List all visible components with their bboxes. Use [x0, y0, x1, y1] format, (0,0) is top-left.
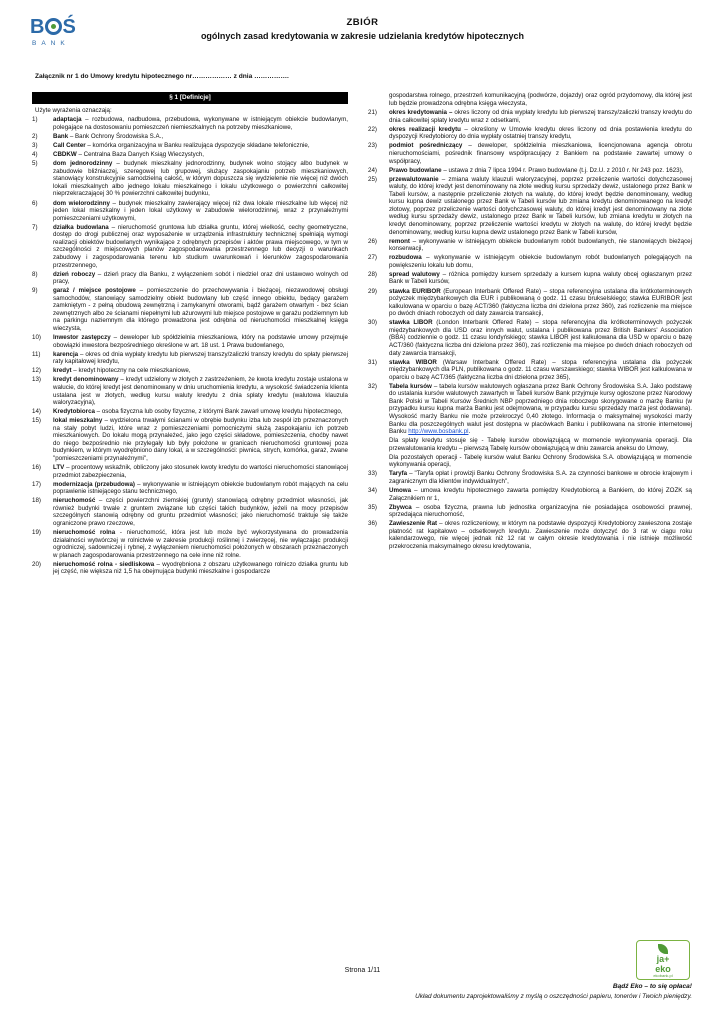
definition-term: nieruchomość [53, 497, 96, 505]
definition-text: – deweloper lub spółdzielnia mieszkaniowa, który na podstawie umowy przejmuje obowiązki inwestora bezpośredniego określone w art. 18 ust. 1 Prawa budowlanego, [53, 334, 348, 349]
definition-item [32, 408, 348, 416]
definition-item [32, 481, 348, 496]
definition-number: 15) [32, 417, 41, 425]
exchange-table-paragraphs [368, 437, 692, 469]
definition-number: 26) [368, 237, 377, 245]
definition-text: – "Taryfa opłat i prowizji Banku Ochrony Środowiska S.A. za czynności bankowe w obrocie krajowym i zagranicznym dla klientów indywidualnych", [389, 470, 692, 485]
definition-text: – pomieszczenie do przechowywania i bieżącej, niezawodowej obsługi samochodów, stanowiący samodzielny obiekt budowlany lub część innego obiektu, będący garażem zamkniętym - z pełną obudową zewnętrzną i zamykanymi otworami, bądź garażem otwartym - bez ścian zewnętrznych albo ze ścianami niepełnymi lub ażurowymi lub miejsce postojowe w garażu podziemnym lub na parkingu naziemnym dla którego prowadzona jest odrębna od nieruchomości mieszkalnej księga wieczysta, [53, 287, 349, 332]
definition-term: dom jednorodzinny [53, 160, 113, 168]
section-heading: § 1 [Definicje] [32, 92, 348, 104]
definition-number: 8) [32, 270, 38, 278]
definition-text: – dzień pracy dla Banku, z wyłączeniem sobót i niedziel oraz dni ustawowo wolnych od pracy, [53, 270, 348, 286]
definition-text: – deweloper, spółdzielnia mieszkaniowa, licencjonowana agencja obrotu nieruchomościami, pośrednik finansowy współpracujący z Bankiem na podstawie zawartej umowy o współpracy, [389, 142, 693, 165]
definition-term: działka budowlana [53, 223, 109, 231]
definition-item [32, 133, 348, 141]
definition-number: 1) [32, 116, 38, 124]
definition-text: (London Interbank Offered Rate) – stopa referencyjna dla krótkoterminowych pożyczek międzybankowych dla USD oraz innych walut, ustalana i publikowana przez British Bankers' Association (BBA) codziennie o godz. 11 czasu londyńskiego; stawka LIBOR jest kalkulowana dla USD w oparciu o bazę ACT/360 (faktyczna liczba dni dzielona przez 360), zaś rozliczenie ma miejsce po dwóch dniach roboczych od daty zawarcia transakcji, [389, 319, 693, 357]
definition-number: 31) [368, 358, 377, 366]
bank-website-link[interactable]: http://www.bosbank.pl [408, 428, 469, 436]
definition-term: Prawo budowlane [389, 166, 442, 174]
eco-badge-top: ja+ [656, 954, 670, 964]
definition-text: (European Interbank Offered Rate) – stopa referencyjna ustalana dla krótkoterminowych pożyczek międzybankowych dla EUR i publikowaną o godz. 11 czasu brukselskiego; stawka EURIBOR jest kalkulowana w oparciu o bazę ACT/360 (faktyczna liczba dni dzielona przez 360), zaś rozliczenie ma miejsce po dwóch dniach roboczych od daty zawarcia transakcji, [389, 287, 692, 318]
definition-item [368, 238, 692, 253]
definition-item [32, 224, 348, 269]
definition-text: – wykonywanie w istniejącym obiekcie budowlanym robót budowlanych, nie stanowiących bieżącej konserwacji, [389, 237, 692, 253]
definition-term: Umowa [389, 487, 412, 495]
definition-text: – określony w Umowie kredytu okres liczony od dnia postawienia kredytu do dyspozycji Kredytobiorcy do dnia wypłaty ostatniej transzy kredytu, [389, 125, 692, 141]
definition-text: – zmiana waluty klauzuli waloryzacyjnej, poprzez przeliczenie wartości dotychczasowej waluty, do której kredyt jest denominowany na złote według kursu sprzedaży dewiz, ustalonego przez Bank w Tabeli kursów, a następnie przeliczenie złotych na walutę, do której kredyt będzie denominowany, według kursu kupna dewiz ustalonego przez Bank w Tabeli kursów lub zmiana kredytu denominowanego na kredyt złotowy, poprzez przeliczenie wartości dotychczasowej waluty, do której kredyt jest denominowany na złote według kursu sprzedaży dewiz, ustalonego przez Bank w Tabeli kursów, lub zmiana kredytu w złotych na kredyt denominowany, poprzez przeliczenie wartości kredytu w złotych na walutę, do której kredyt będzie denominowany, według kursu kupna dewiz ustalonego przez Bank w Tabeli kursów, [389, 175, 692, 236]
definition-number: 35) [368, 503, 377, 511]
definition-paragraph: Dla pozostałych operacji - Tabelę kursów walut Banku Ochrony Środowiska S.A. obowiązującą w momencie wykonywania operacji, [389, 453, 692, 469]
definitions-list-right [368, 109, 692, 436]
definition-term: garaż / miejsce postojowe [53, 287, 136, 295]
definition-term: Zbywca [389, 503, 412, 511]
definitions-list-left [32, 116, 348, 576]
definition-number: 19) [32, 529, 41, 537]
definition-item [32, 417, 348, 462]
definition-number: 25) [368, 175, 377, 183]
definition-number: 10) [32, 334, 41, 342]
right-column [368, 92, 692, 552]
definition-item [368, 319, 692, 357]
definition-number: 23) [368, 142, 377, 150]
definition-term: adaptacja [53, 116, 82, 124]
definition-term: stawka LIBOR [389, 319, 433, 327]
definition-item [32, 367, 348, 375]
logo-wordmark: B Ś [30, 16, 77, 38]
definition-text: – wykonywanie w istniejącym obiekcie budowlanym robót budowlanych polegających na powiększeniu lokalu lub domu, [389, 254, 692, 269]
definition-term: stawka WIBOR [389, 358, 437, 366]
definition-term: stawka EURIBOR [389, 287, 441, 295]
definition-item [368, 109, 692, 124]
definition-number: 34) [368, 487, 377, 495]
definition-term: Tabela kursów [389, 382, 432, 390]
annex-line: Załącznik nr 1 do Umowy kredytu hipotecznego nr……………… z dnia ……………. [35, 73, 289, 80]
definition-term: okres realizacji kredytu [389, 125, 461, 133]
logo-subtitle: BANK [32, 40, 70, 48]
definition-number: 2) [32, 133, 38, 140]
definition-text: – okres rozliczeniowy, w którym na podstawie dyspozycji Kredytobiorcy zawieszona zostaje płatność rat kapitałowo – odsetkowych kredytu. Zawieszenie może dotyczyć do 3 rat w ciągu roku kalendarzowego, nie więcej jednak niż 12 rat w całym okresie kredytowania i nie istnieje możliwość przekroczenia maksymalnego okresu kredytowania, [389, 520, 692, 550]
definition-number: 14) [32, 408, 41, 416]
definition-item [32, 464, 348, 479]
left-column [32, 92, 348, 577]
definition-number: 20) [32, 560, 41, 568]
document-header [0, 17, 725, 42]
definition-number: 9) [32, 287, 38, 295]
definition-term: nieruchomość rolna [53, 529, 116, 537]
definition-text: – wykonywanie w istniejącym obiekcie budowlanym robót mających na celu poprawienie istniejącego stanu technicznego, [53, 480, 348, 496]
section-intro: Użyte wyrażenia oznaczają: [35, 106, 112, 114]
definition-number: 12) [32, 367, 41, 375]
definition-text: – Centralna Baza Danych Ksiąg Wieczystych, [76, 151, 204, 159]
definition-text: – budynek mieszkalny zawierający więcej niż dwa lokale mieszkalne lub więcej niż jeden lokal mieszkalny i jeden lokal użytkowy w zabudowie wielorodzinnej, wraz z przynależnymi pomieszczeniami użytkowymi, [53, 199, 348, 222]
definition-item [32, 151, 348, 159]
eco-badge [636, 940, 690, 980]
definition-text: – ustawa z dnia 7 lipca 1994 r. Prawo budowlane (t.j. Dz.U. z 2010 r. Nr 243 poz. 1623), [441, 166, 684, 174]
page-number: Strona 1/11 [344, 967, 381, 974]
definition-item [32, 116, 348, 131]
definition-number: 11) [32, 350, 41, 358]
definition-number: 33) [368, 470, 377, 478]
definition-item [368, 520, 692, 550]
definition-term: Bank [53, 133, 69, 140]
definition-item [368, 271, 692, 286]
definition-item [32, 200, 348, 223]
definition-text: – osoba fizyczna lub osoby fizyczne, z którymi Bank zawarł umowę kredytu hipotecznego, [94, 408, 343, 416]
definition-text: – kredyt hipoteczny na cele mieszkaniowe, [71, 367, 191, 375]
definition-item [32, 497, 348, 527]
definition-text: – Bank Ochrony Środowiska S.A., [68, 133, 164, 140]
definition-term: Zawieszenie Rat [389, 520, 438, 528]
definition-term: Kredytobiorca [53, 408, 95, 416]
definition-text: – kredyt udzielony w złotych z zastrzeżeniem, że kwota kredytu zostaje ustalona w walucie, do której kredyt jest denominowany w dniu uruchomienia kredytu, a wysokość świadczenia klienta ustalana jest w złotych, według kursu waluty kredytu z dnia spłaty kredytu (walutowa klauzula waloryzacyjna), [53, 376, 348, 407]
definition-number: 16) [32, 464, 41, 472]
definition-item [368, 470, 692, 485]
document-title: ZBIÓR [346, 17, 379, 28]
definition-term: CBDKW [53, 151, 77, 159]
definition-text: – nieruchomość gruntowa lub działka gruntu, której wielkość, cechy geometryczne, dostęp do drogi publicznej oraz wyposażenie w urządzenia infrastruktury technicznej spełniają wymogi realizacji obiektów budowlanych wynikające z odrębnych przepisów i aktów prawa miejscowego, w tym w szczególności z miejscowych planów zagospodarowania przestrzennego lub decyzji o warunkach zabudowy i zagospodarowania terenu lub studium uwarunkowań i kierunków zagospodarowania przestrzennego, [53, 223, 348, 269]
definition-term: nieruchomość rolna - siedliskowa [53, 560, 155, 568]
eco-badge-bottom: eko [655, 964, 671, 974]
definition-term: kredyt denominowany [53, 376, 119, 384]
definition-number: 28) [368, 270, 377, 278]
definition-number: 13) [32, 376, 41, 384]
definition-term: LTV [53, 464, 65, 472]
definition-text: – osoba fizyczna, prawna lub jednostka organizacyjna nie posiadająca osobowości prawnej, sprzedająca nieruchomość, [389, 503, 692, 519]
definition-text: – różnica pomiędzy kursem sprzedaży a kursem kupna waluty obcej ogłaszanym przez Bank w Tabeli kursów, [389, 270, 693, 286]
definition-number: 3) [32, 142, 38, 150]
definition-term: rozbudowa [389, 254, 422, 262]
definition-term: Call Center [53, 142, 86, 150]
definition-item [368, 359, 692, 382]
definition-item [368, 176, 692, 237]
definition-item [32, 142, 348, 150]
definition-number: 36) [368, 520, 377, 528]
definition-term: dom wielorodzinny [53, 199, 110, 207]
definition-text: (Warsaw Interbank Offered Rate) – stopa referencyjna ustalana dla pożyczek międzybankowych dla PLN, publikowana o godz. 11 czasu warszawskiego; stawka WIBOR jest kalkulowana w oparciu o bazę ACT/365 (faktyczna liczba dni dzielona przez 365), [389, 358, 692, 381]
definition-continuation: gospodarstwa rolnego, przestrzeń komunikacyjną (podwórze, dojazdy) oraz ogród przydomowy, dla której jest lub będzie prowadzona odrębna księga wieczysta, [389, 92, 692, 107]
definition-number: 21) [368, 109, 377, 117]
definition-item [32, 334, 348, 349]
definition-number: 24) [368, 166, 377, 174]
definition-term: dzień roboczy [53, 270, 96, 278]
definition-number: 32) [368, 382, 377, 390]
definition-term: remont [389, 237, 410, 245]
document-subtitle: ogólnych zasad kredytowania w zakresie udzielania kredytów hipotecznych [200, 30, 525, 41]
definition-item [32, 376, 348, 406]
definition-number: 5) [32, 160, 38, 168]
definition-item [32, 529, 348, 559]
definition-number: 22) [368, 125, 377, 133]
definition-term: karencja [53, 350, 79, 358]
definition-number: 4) [32, 151, 38, 159]
definition-item [32, 271, 348, 286]
eco-slogan: Bądź Eko – to się opłaca! [612, 983, 692, 990]
definition-item [368, 288, 692, 318]
definition-text: – komórka organizacyjna w Banku realizująca dyspozycje składane telefonicznie, [85, 142, 310, 150]
definition-text: – części powierzchni ziemskiej (grunty) stanowiącą odrębny przedmiot własności, jak również budynki trwale z gruntem związane lub części takich budynków, jeżeli na mocy przepisów szczególnych stanowią odrębny od gruntu przedmiot własności; jako nieruchomość traktuje się także ograniczone prawo rzeczowe, [53, 497, 348, 527]
definition-number: 17) [32, 480, 41, 488]
definition-text-end: . [468, 428, 471, 436]
definition-number: 7) [32, 223, 38, 231]
definition-item [368, 126, 692, 141]
definition-item [32, 561, 348, 576]
definition-term: Inwestor zastępczy [53, 334, 111, 342]
definition-item [32, 287, 348, 332]
definition-text: - nieruchomość, która jest lub może być wykorzystywana do prowadzenia działalności wytwórczej w rolnictwie w zakresie produkcji roślinnej i zwierzęcej, nie wyłączając produkcji ogrodniczej, sadowniczej i rybnej, z wyłączeniem nieruchomości położonych w obszarach przeznaczonych w planach zagospodarowania przestrzennego na cele inne niż rolne. [53, 529, 348, 559]
definition-text: – umowa kredytu hipotecznego zawarta pomiędzy Kredytobiorcą a Bankiem, do której ZOZK są Załącznikiem nr 1, [389, 487, 692, 502]
definition-term: spread walutowy [389, 270, 440, 278]
definition-term: modernizacja (przebudowa) [53, 480, 135, 488]
definition-text: okres liczony od dnia wypłaty kredytu lub pierwszej transzy/zaliczki transzy kredytu do dnia całkowitej spłaty kredytu wraz z odsetkami, [389, 109, 692, 124]
eco-note: Układ dokumentu zaprojektowaliśmy z myślą o oszczędności papieru, tonerów i Twoich pieniędzy. [415, 993, 692, 1000]
definition-number: 27) [368, 254, 377, 262]
definition-term: Taryfa [389, 470, 408, 478]
definition-text: – wyodrębniona z obszaru użytkowanego rolniczo działka gruntu lub jej część, nie większa niż 1,5 ha obejmująca budynki mieszkalne i gospodarcze [53, 560, 348, 576]
definition-term: okres kredytowania – [389, 109, 453, 117]
definition-item [368, 487, 692, 502]
definition-term: podmiot pośredniczący [389, 142, 463, 150]
definition-text: – rozbudowa, nadbudowa, przebudowa, wykonywane w istniejącym obiekcie budowlanym, polegające na dostosowaniu pomieszczeń niemieszkalnych na potrzeby mieszkaniowe, [53, 116, 348, 131]
definition-term: lokal mieszkalny [53, 417, 103, 425]
definition-item [368, 504, 692, 519]
definition-number: 18) [32, 497, 41, 505]
definition-text: – okres od dnia wypłaty kredytu lub pierwszej transzy/zaliczki transzy kredytu do spłaty pierwszej raty kapitałowej kredytu, [53, 350, 348, 366]
definition-text: – tabela kursów walutowych ogłaszana przez Bank Ochrony Środowiska S.A. Jako podstawę do ustalania kursów walutowych zawartych w Tabeli kursów Bank przyjmuje kursy ogłoszone przez Narodowy Bank Polski w Tabeli Kursów Średnich NBP poprzedniego dnia roboczego skorygowane o marżę Banku (w przypadku kursu kupna marża Banku jest odejmowana, w przypadku kursu sprzedaży marża jest dodawana). Wysokość marży Banku nie może przekroczyć 0,40 złotego. Informacja o maksymalnej wysokości marży Banku dla poszczególnych walut jest dostępna w placówkach Banku i publikowana na stronie internetowej Banku [389, 382, 692, 436]
definition-text: – procentowy wskaźnik, obliczony jako stosunek kwoty kredytu do wartości nieruchomości stanowiącej przedmiot zabezpieczenia, [53, 464, 348, 479]
definition-paragraph: Dla spłaty kredytu stosuje się - Tabelę kursów obowiązującą w momencie wykonywania operacji. Dla przewalutowania kredytu – pierwszą Tabelę kursów obowiązującą w dniu zawarcia aneksu do Umowy, [389, 437, 692, 452]
definition-item [368, 142, 692, 165]
definition-term: przewalutowanie [389, 175, 439, 183]
definition-number: 6) [32, 199, 38, 207]
definition-item [32, 351, 348, 366]
definition-item [32, 160, 348, 198]
definition-term: kredyt [53, 367, 72, 375]
definition-item [368, 167, 692, 175]
definition-item [368, 383, 692, 436]
definition-number: 29) [368, 287, 377, 295]
definitions-list-right-2 [368, 470, 692, 550]
definition-text: – budynek mieszkalny jednorodzinny, budynek wolno stojący albo budynek w zabudowie bliźniaczej, szeregowej lub grupowej, służący zaspokajaniu potrzeb mieszkaniowych, stanowiący konstrukcyjnie samodzielną całość, w którym dopuszcza się wydzielenie nie więcej niż dwóch lokali mieszkalnych albo jednego lokalu mieszkalnego i lokalu użytkowego o powierzchni całkowitej nieprzekraczającej 30 % powierzchni całkowitej budynku, [53, 160, 349, 198]
leaf-icon [658, 944, 668, 954]
definition-item [368, 254, 692, 269]
definition-number: 30) [368, 319, 377, 327]
eco-badge-site: ekobank.pl [653, 973, 673, 978]
definition-text: – wydzielona trwałymi ścianami w obrębie budynku izba lub zespół izb przeznaczonych na stały pobyt ludzi, które wraz z pomieszczeniami pomocniczymi służą zaspokajaniu ich potrzeb mieszkaniowych. Do lokalu mogą przynależeć, jako jego części składowe, pomieszczenia, choćby nawet do niego bezpośrednio nie przylegały lub były położone w granicach nieruchomości gruntowej poza budynkiem, w którym wyodrębniono dany lokal, a w szczególności: piwnica, strych, komórka, garaż, zwane "pomieszczeniami przynależnymi", [53, 417, 348, 462]
